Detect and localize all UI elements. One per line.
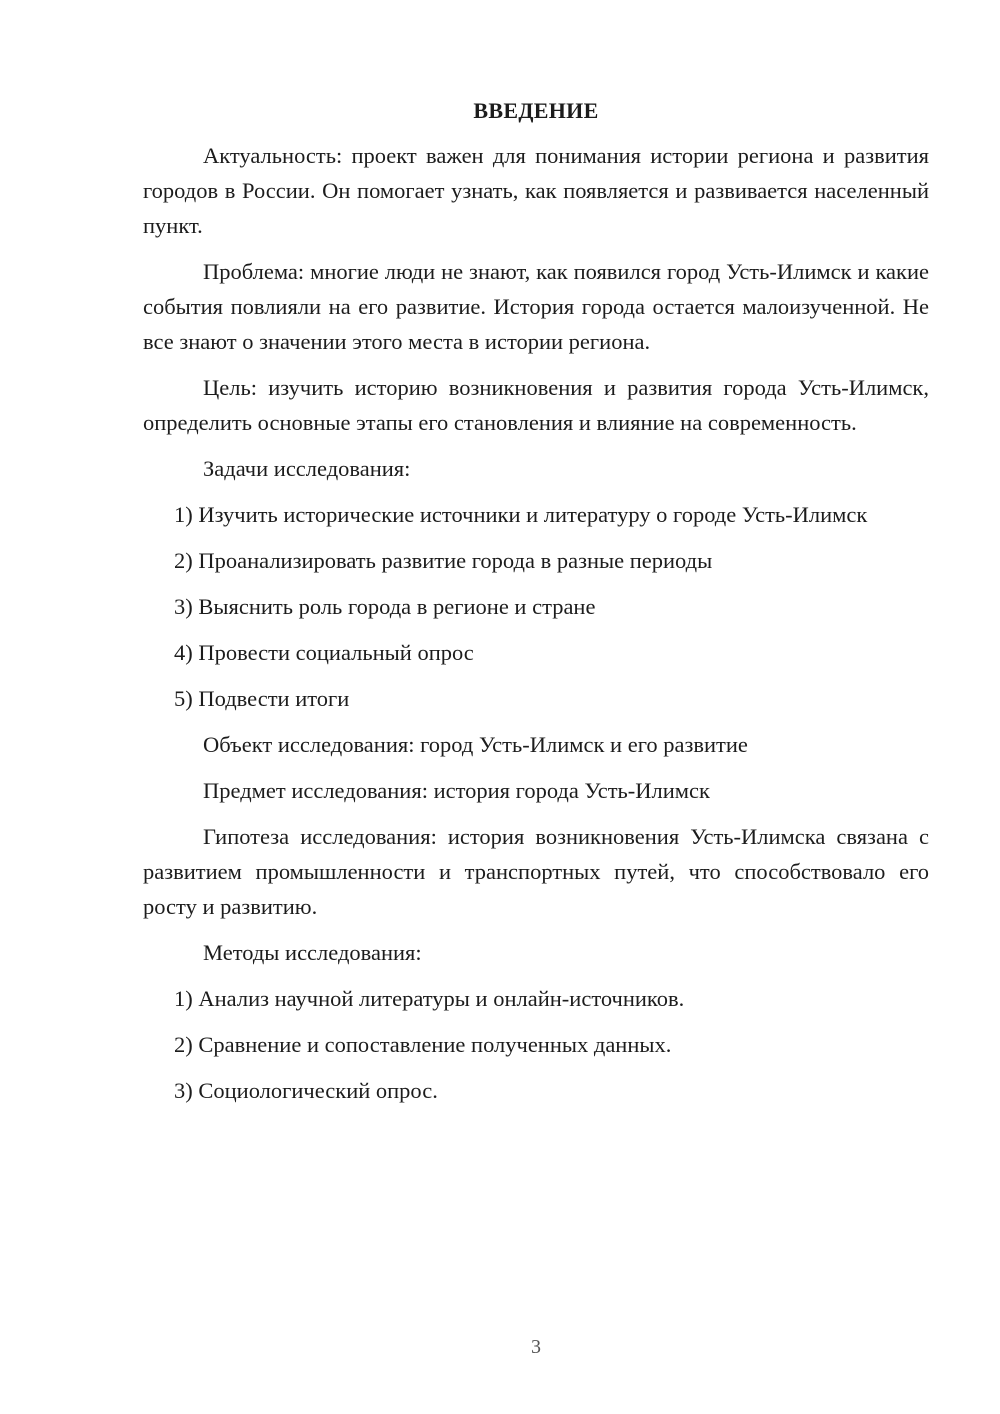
problem-paragraph: Проблема: многие люди не знают, как появился город Усть-Илимск и какие события повлияли на его развитие. История города остается малоизученной. Не все знают о значении этого места в истории региона. <box>143 259 929 354</box>
goal-paragraph: Цель: изучить историю возникновения и развития города Усть-Илимск, определить основные этапы его становления и влияние на современность. <box>143 375 929 435</box>
methods-title: Методы исследования: <box>203 940 422 965</box>
task-item: 5) Подвести итоги <box>174 686 350 711</box>
task-item: 2) Проанализировать развитие города в разные периоды <box>174 548 713 573</box>
tasks-title: Задачи исследования: <box>203 456 411 481</box>
relevance-paragraph: Актуальность: проект важен для понимания истории региона и развития городов в России. Он помогает узнать, как появляется и развивается населенный пункт. <box>143 143 929 238</box>
method-item: 3) Социологический опрос. <box>174 1078 438 1103</box>
hypothesis-paragraph: Гипотеза исследования: история возникновения Усть-Илимска связана с развитием промышленности и транспортных путей, что способствовало его росту и развитию. <box>143 824 929 919</box>
subject-paragraph: Предмет исследования: история города Усть-Илимск <box>203 778 710 803</box>
object-paragraph: Объект исследования: город Усть-Илимск и его развитие <box>203 732 748 757</box>
page-body <box>143 95 929 1119</box>
task-item: 4) Провести социальный опрос <box>174 640 474 665</box>
section-heading: ВВЕДЕНИЕ <box>473 98 599 123</box>
method-item: 2) Сравнение и сопоставление полученных данных. <box>174 1032 672 1057</box>
task-item: 3) Выяснить роль города в регионе и стране <box>174 594 596 619</box>
page-number: 3 <box>531 1336 541 1358</box>
method-item: 1) Анализ научной литературы и онлайн-источников. <box>174 986 685 1011</box>
task-item: 1) Изучить исторические источники и литературу о городе Усть-Илимск <box>174 502 868 527</box>
